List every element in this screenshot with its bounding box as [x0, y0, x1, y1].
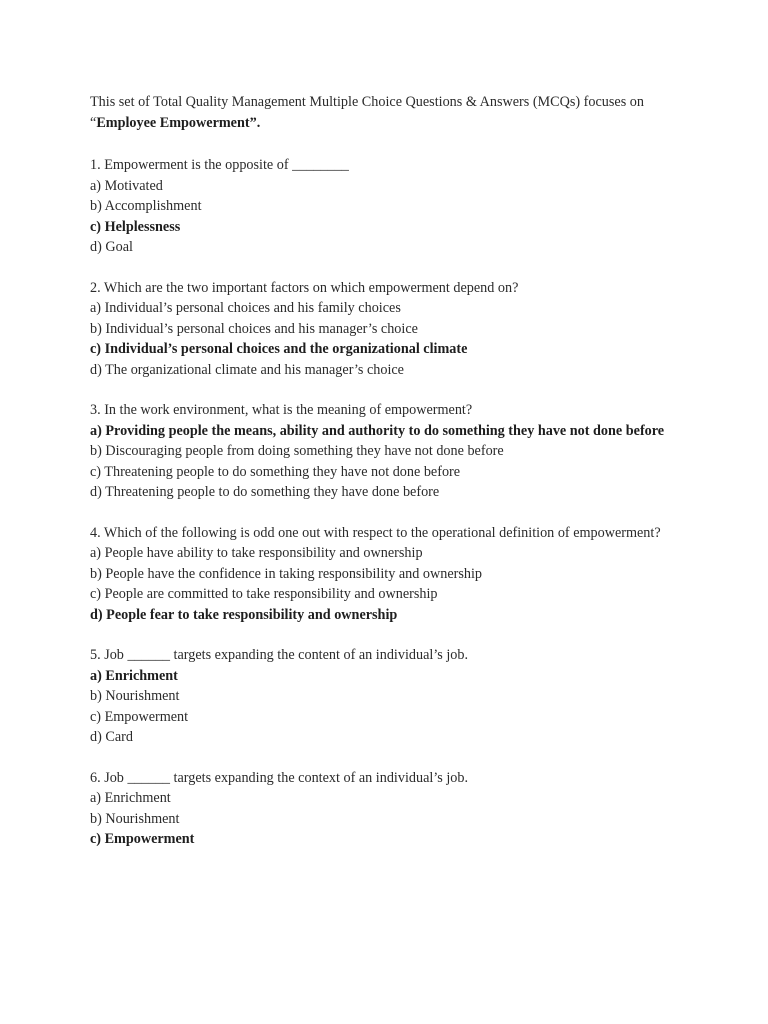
- answer-option: a) Individual’s personal choices and his family choices: [90, 300, 401, 316]
- question-block: [90, 768, 680, 850]
- question-text: 5. Job ______ targets expanding the content of an individual’s job.: [90, 647, 469, 663]
- question-block: [90, 155, 680, 258]
- answer-option: b) Accomplishment: [90, 198, 202, 214]
- question-text: 4. Which of the following is odd one out with respect to the operational definition of empowerment?: [90, 524, 661, 541]
- document-page: [90, 92, 680, 870]
- intro-text-end: ”.: [249, 114, 261, 131]
- question-text: 6. Job ______ targets expanding the context of an individual’s job.: [90, 769, 469, 786]
- answer-option: b) Nourishment: [90, 810, 180, 827]
- question-text: 1. Empowerment is the opposite of ________: [90, 157, 349, 173]
- question-text: 3. In the work environment, what is the meaning of empowerment?: [90, 402, 473, 418]
- question-list: [90, 155, 680, 850]
- correct-option: d) People fear to take responsibility and ownership: [90, 606, 398, 623]
- answer-option: c) People are committed to take responsibility and ownership: [90, 586, 438, 602]
- answer-option: a) Motivated: [90, 177, 163, 194]
- answer-option: b) People have the confidence in taking responsibility and ownership: [90, 565, 483, 582]
- answer-option: b) Nourishment: [90, 688, 180, 704]
- intro-paragraph: [90, 92, 680, 133]
- answer-option: d) The organizational climate and his manager’s choice: [90, 361, 404, 378]
- question-text: 2. Which are the two important factors on which empowerment depend on?: [90, 279, 519, 296]
- answer-option: c) Threatening people to do something they have not done before: [90, 463, 461, 480]
- answer-option: b) Discouraging people from doing something they have not done before: [90, 443, 504, 459]
- intro-topic: Employee Empowerment: [96, 114, 250, 131]
- question-block: [90, 278, 680, 381]
- answer-option: a) Enrichment: [90, 790, 171, 806]
- answer-option: b) Individual’s personal choices and his manager’s choice: [90, 320, 418, 337]
- answer-option: d) Threatening people to do something they have done before: [90, 484, 440, 500]
- answer-option: d) Card: [90, 729, 133, 745]
- correct-option: c) Individual’s personal choices and the organizational climate: [90, 341, 468, 357]
- answer-option: a) People have ability to take responsibility and ownership: [90, 545, 423, 561]
- correct-option: c) Helplessness: [90, 218, 181, 235]
- correct-option: a) Providing people the means, ability and authority to do something they have not done before: [90, 422, 665, 439]
- correct-option: a) Enrichment: [90, 667, 178, 684]
- question-block: [90, 645, 680, 748]
- intro-text: This set of Total Quality Management Multiple Choice Questions & Answers (MCQs) focuses on “: [90, 94, 644, 131]
- correct-option: c) Empowerment: [90, 831, 195, 847]
- answer-option: d) Goal: [90, 239, 133, 255]
- answer-option: c) Empowerment: [90, 708, 189, 725]
- question-block: [90, 400, 680, 503]
- question-block: [90, 523, 680, 626]
